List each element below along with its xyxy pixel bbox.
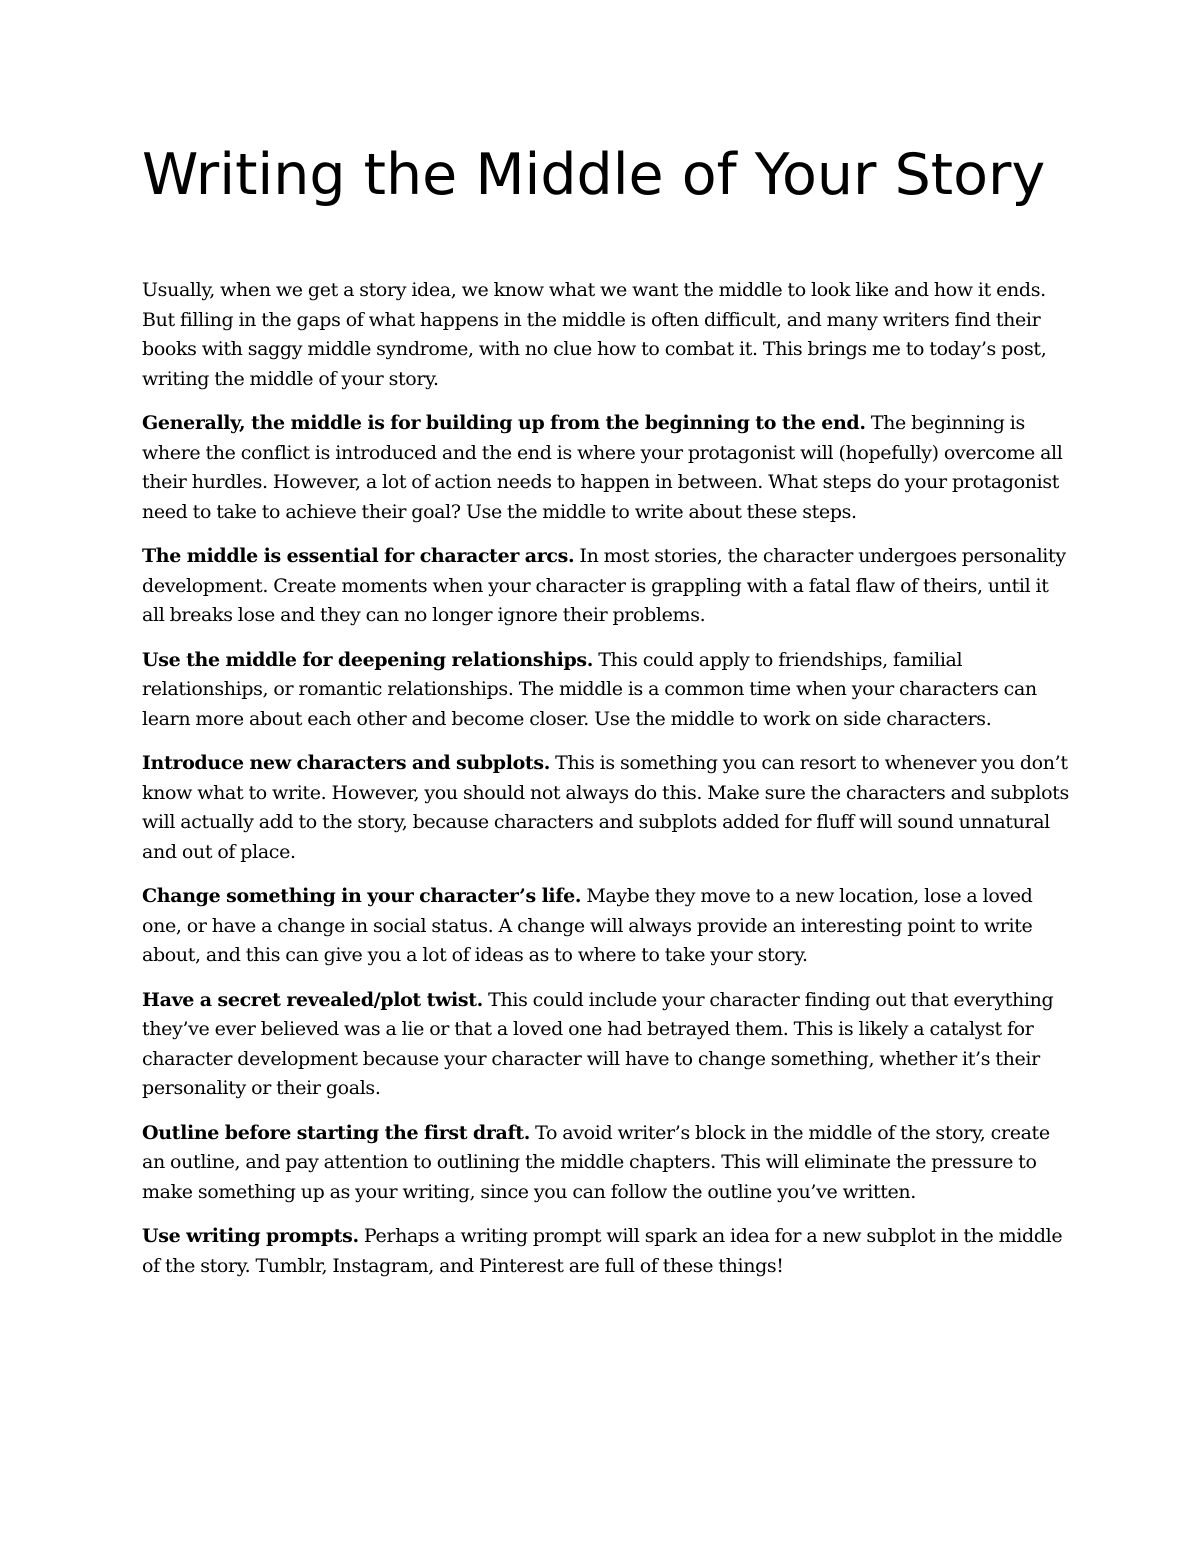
- tip-heading: Introduce new characters and subplots.: [142, 752, 550, 774]
- tip-heading: Outline before starting the first draft.: [142, 1121, 530, 1144]
- tip-heading: Have a secret revealed/plot twist.: [142, 988, 483, 1011]
- tip-paragraph-building-up: [142, 409, 1072, 527]
- tip-body: This is something you can resort to whenever you don’t know what to write. However, you should not always do this. Make sure the characters and subplots will actually add to the story, because characters and subplots added for fluff will sound unnatural and out of place.: [142, 752, 1069, 863]
- intro-paragraph: Usually, when we get a story idea, we know what we want the middle to look like and how it ends. But filling in the gaps of what happens in the middle is often difficult, and many writers find their books with saggy middle syndrome, with no clue how to combat it. This brings me to today’s post, writing the middle of your story.: [142, 279, 1047, 390]
- document-page: [142, 140, 1072, 1296]
- tip-paragraph-relationships: [142, 646, 1072, 735]
- document-title: Writing the Middle of Your Story: [142, 142, 1046, 208]
- tip-body: This could include your character finding out that everything they’ve ever believed was a lie or that a loved one had betrayed them. This is likely a catalyst for character development because your character will have to change something, whether it’s their personality or their goals.: [142, 988, 1054, 1099]
- tip-paragraph-new-characters: [142, 749, 1072, 867]
- tip-heading: Use the middle for deepening relationships.: [142, 648, 594, 671]
- tip-body: In most stories, the character undergoes personality development. Create moments when your character is grappling with a fatal flaw of theirs, until it all breaks lose and they can no longer ignore their problems.: [142, 545, 1066, 626]
- tip-body: Perhaps a writing prompt will spark an idea for a new subplot in the middle of the story. Tumblr, Instagram, and Pinterest are full of these things!: [142, 1225, 1063, 1277]
- tip-body: Maybe they move to a new location, lose a loved one, or have a change in social status. A change will always provide an interesting point to write about, and this can give you a lot of ideas as to where to take your story.: [142, 885, 1033, 966]
- tip-paragraph-outline: [142, 1119, 1072, 1208]
- tip-body: The beginning is where the conflict is introduced and the end is where your protagonist will (hopefully) overcome all their hurdles. However, a lot of action needs to happen in between. What steps do your protagonist need to take to achieve their goal? Use the middle to write about these steps.: [142, 412, 1063, 523]
- tip-paragraph-plot-twist: [142, 986, 1072, 1104]
- tip-body: To avoid writer’s block in the middle of the story, create an outline, and pay attention to outlining the middle chapters. This will eliminate the pressure to make something up as your writing, since you can follow the outline you’ve written.: [142, 1121, 1050, 1203]
- tip-heading: The middle is essential for character arcs.: [142, 545, 575, 567]
- tip-heading: Use writing prompts.: [142, 1225, 359, 1247]
- tip-heading: Change something in your character’s life.: [142, 885, 582, 907]
- tip-body: This could apply to friendships, familial relationships, or romantic relationships. The middle is a common time when your characters can learn more about each other and become closer. Use the middle to work on side characters.: [142, 648, 1037, 730]
- tip-paragraph-change-something: [142, 882, 1072, 971]
- tip-paragraph-writing-prompts: [142, 1222, 1072, 1281]
- tip-paragraph-character-arcs: [142, 542, 1072, 631]
- tip-heading: Generally, the middle is for building up from the beginning to the end.: [142, 412, 866, 434]
